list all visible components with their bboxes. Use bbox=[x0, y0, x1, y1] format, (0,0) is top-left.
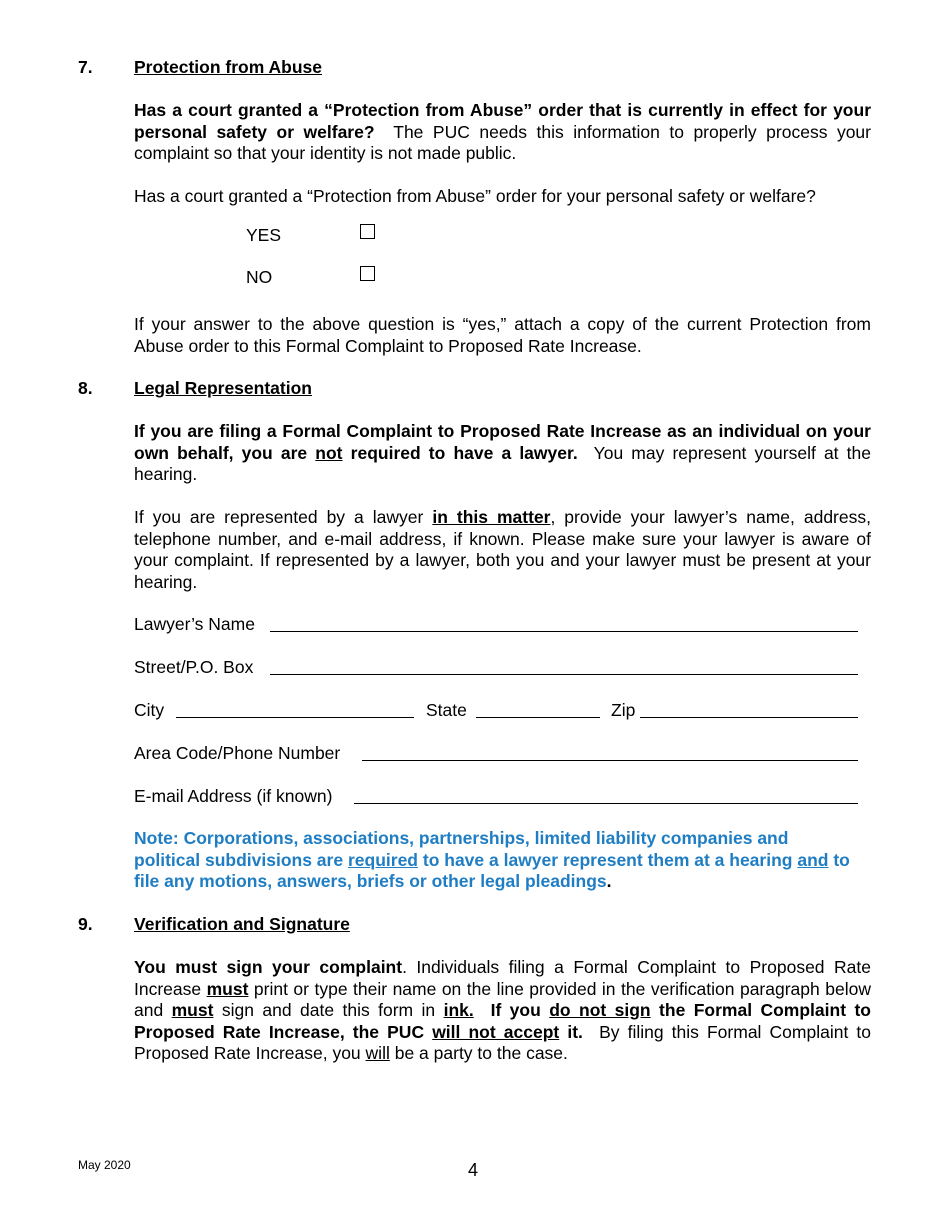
street-label: Street/P.O. Box bbox=[134, 657, 254, 677]
s9-will-not-accept: will not accept bbox=[432, 1021, 560, 1042]
note-b: to have a lawyer represent them at a hearing bbox=[422, 849, 793, 870]
note-c: to file any motions, answers, briefs or other legal pleadings bbox=[134, 849, 850, 891]
city-label: City bbox=[134, 700, 165, 720]
s9-will: will bbox=[365, 1043, 390, 1063]
s9-text-5: If you bbox=[490, 1000, 541, 1020]
section-7-title: Protection from Abuse bbox=[134, 57, 322, 77]
phone-line[interactable] bbox=[362, 760, 858, 761]
section-8-paragraph-2 bbox=[134, 507, 871, 593]
page-number: 4 bbox=[468, 1160, 479, 1180]
note-period: . bbox=[606, 871, 612, 891]
p2-in-this-matter: in this matter bbox=[432, 507, 551, 527]
note-required: required bbox=[347, 849, 418, 870]
p2-b: , provide your lawyer’s name, address, telephone number, and e-mail address, if known. Please make sure your lawyer is aware of your complaint. If represented by a lawyer, both you and your lawyer must be present at your hearing. bbox=[134, 507, 871, 592]
state-label: State bbox=[426, 700, 467, 720]
section-7-number: 7. bbox=[78, 57, 93, 77]
zip-label: Zip bbox=[611, 700, 636, 720]
s9-text-9: be a party to the case. bbox=[394, 1043, 568, 1063]
note-a: Note: Corporations, associations, partnerships, limited liability companies and political subdivisions are bbox=[134, 828, 789, 870]
p1-bold-b: required to have a lawyer. bbox=[350, 442, 578, 463]
no-label: NO bbox=[246, 267, 273, 287]
p2-a: If you are represented by a lawyer bbox=[134, 507, 424, 527]
email-line[interactable] bbox=[354, 803, 858, 804]
section-7-question-paragraph bbox=[134, 100, 871, 165]
section-7-instruction: If your answer to the above question is “yes,” attach a copy of the current Protection from Abuse order to this Formal Complaint to Proposed Rate Increase. bbox=[134, 314, 871, 356]
p1-bold-a: If you are filing a Formal Complaint to Proposed Rate Increase as an individual on your own behalf, you are bbox=[134, 421, 871, 463]
s9-text-6: the Formal Complaint to Proposed Rate Increase, the PUC bbox=[134, 1000, 871, 1042]
p1-rest: You may represent yourself at the hearing. bbox=[134, 442, 871, 484]
section-7-question-bold: Has a court granted a “Protection from Abuse” order that is currently in effect for your personal safety or welfare? bbox=[134, 100, 871, 142]
zip-line[interactable] bbox=[640, 717, 858, 718]
street-line[interactable] bbox=[270, 674, 858, 675]
no-checkbox[interactable] bbox=[360, 266, 375, 281]
s9-text-3: print or type their name on the line provided in the verification paragraph below and bbox=[134, 978, 871, 1020]
s9-must-2: must bbox=[171, 1000, 214, 1020]
section-8-number: 8. bbox=[78, 378, 93, 398]
s9-text-4: sign and date this form in bbox=[221, 1000, 436, 1020]
s9-must-1: must bbox=[206, 978, 249, 999]
section-9-number: 9. bbox=[78, 914, 93, 934]
legal-note bbox=[134, 828, 854, 893]
phone-label: Area Code/Phone Number bbox=[134, 743, 341, 763]
s9-text-8: By filing this Formal Complaint to Proposed Rate Increase, you bbox=[134, 1021, 871, 1063]
yes-label: YES bbox=[246, 225, 282, 245]
section-9-title: Verification and Signature bbox=[134, 914, 350, 934]
email-label: E-mail Address (if known) bbox=[134, 786, 333, 806]
section-8-paragraph-1 bbox=[134, 421, 871, 486]
section-9-paragraph bbox=[134, 957, 871, 1065]
state-line[interactable] bbox=[476, 717, 600, 718]
p1-not: not bbox=[315, 442, 343, 463]
s9-text-2: . Individuals filing a Formal Complaint to Proposed Rate Increase bbox=[134, 957, 871, 999]
city-line[interactable] bbox=[176, 717, 414, 718]
s9-must-sign: You must sign your complaint bbox=[134, 957, 403, 977]
yes-checkbox[interactable] bbox=[360, 224, 375, 239]
lawyer-name-line[interactable] bbox=[270, 631, 858, 632]
s9-do-not-sign: do not sign bbox=[549, 1000, 651, 1020]
note-and: and bbox=[797, 849, 829, 870]
lawyer-name-label: Lawyer’s Name bbox=[134, 614, 255, 634]
section-8-title: Legal Representation bbox=[134, 378, 312, 398]
s9-ink: ink. bbox=[443, 1000, 474, 1020]
footer-date: May 2020 bbox=[78, 1158, 131, 1172]
s9-text-7: it. bbox=[567, 1021, 583, 1042]
section-7-question-2: Has a court granted a “Protection from Abuse” order for your personal safety or welfare? bbox=[134, 186, 816, 206]
section-7-question-rest: The PUC needs this information to properly process your complaint so that your identity is not made public. bbox=[134, 121, 871, 163]
